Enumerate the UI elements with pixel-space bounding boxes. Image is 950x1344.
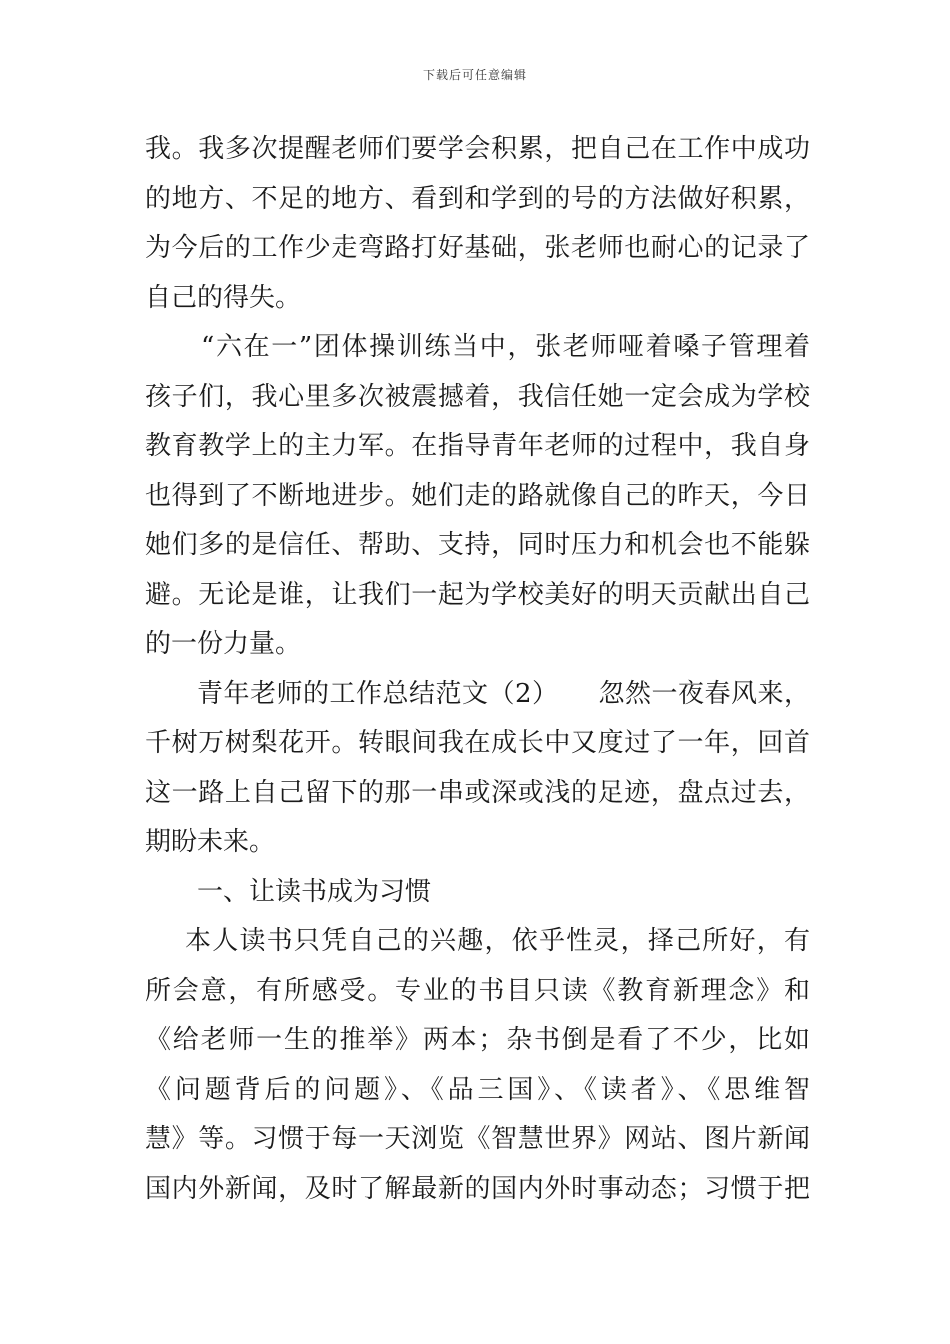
section-heading: [145, 868, 810, 918]
paragraph: [145, 670, 810, 868]
text-line: 她们多的是信任、帮助、支持，同时压力和机会也不能躲: [145, 530, 810, 560]
text-line: 慧》等。习惯于每一天浏览《智慧世界》网站、图片新闻: [145, 1124, 810, 1154]
paragraph: [145, 125, 810, 323]
header-note: 下载后可任意编辑: [422, 68, 527, 82]
text-line: 《给老师一生的推举》两本；杂书倒是看了不少，比如: [145, 1025, 810, 1055]
text-line: 的地方、不足的地方、看到和学到的号的方法做好积累，: [145, 183, 810, 214]
text-line: 青年老师的工作总结范文（2） 忽然一夜春风来，: [197, 678, 810, 709]
paragraph: [145, 917, 810, 1214]
paragraph: [145, 323, 810, 670]
document-body: [145, 125, 810, 1214]
text-line: 教育教学上的主力军。在指导青年老师的过程中，我自身: [145, 431, 810, 461]
text-line: “六在一”团体操训练当中，张老师哑着嗓子管理着: [201, 332, 810, 362]
text-line: 避。无论是谁，让我们一起为学校美好的明天贡献出自己: [145, 579, 810, 610]
text-line: 自己的得失。: [145, 282, 302, 313]
text-line: 的一份力量。: [145, 629, 302, 659]
text-line: 为今后的工作少走弯路打好基础，张老师也耐心的记录了: [145, 233, 810, 263]
text-line: 千树万树梨花开。转眼间我在成长中又度过了一年，回首: [145, 728, 810, 758]
text-line: 《问题背后的问题》、《品三国》、《读者》、《思维智: [145, 1074, 810, 1105]
heading-text: 一、让读书成为习惯: [197, 876, 432, 907]
text-line: 国内外新闻，及时了解最新的国内外时事动态；习惯于把: [145, 1173, 810, 1204]
text-line: 我。我多次提醒老师们要学会积累，把自己在工作中成功: [145, 134, 810, 164]
text-line: 孩子们，我心里多次被震撼着，我信任她一定会成为学校: [145, 381, 810, 412]
text-line: 所会意，有所感受。专业的书目只读《教育新理念》和: [145, 975, 810, 1006]
text-line: 期盼未来。: [145, 827, 276, 857]
text-line: 也得到了不断地进步。她们走的路就像自己的昨天，今日: [145, 480, 810, 511]
text-line: 本人读书只凭自己的兴趣，依乎性灵，择己所好，有: [185, 926, 810, 956]
text-line: 这一路上自己留下的那一串或深或浅的足迹，盘点过去，: [145, 777, 810, 808]
